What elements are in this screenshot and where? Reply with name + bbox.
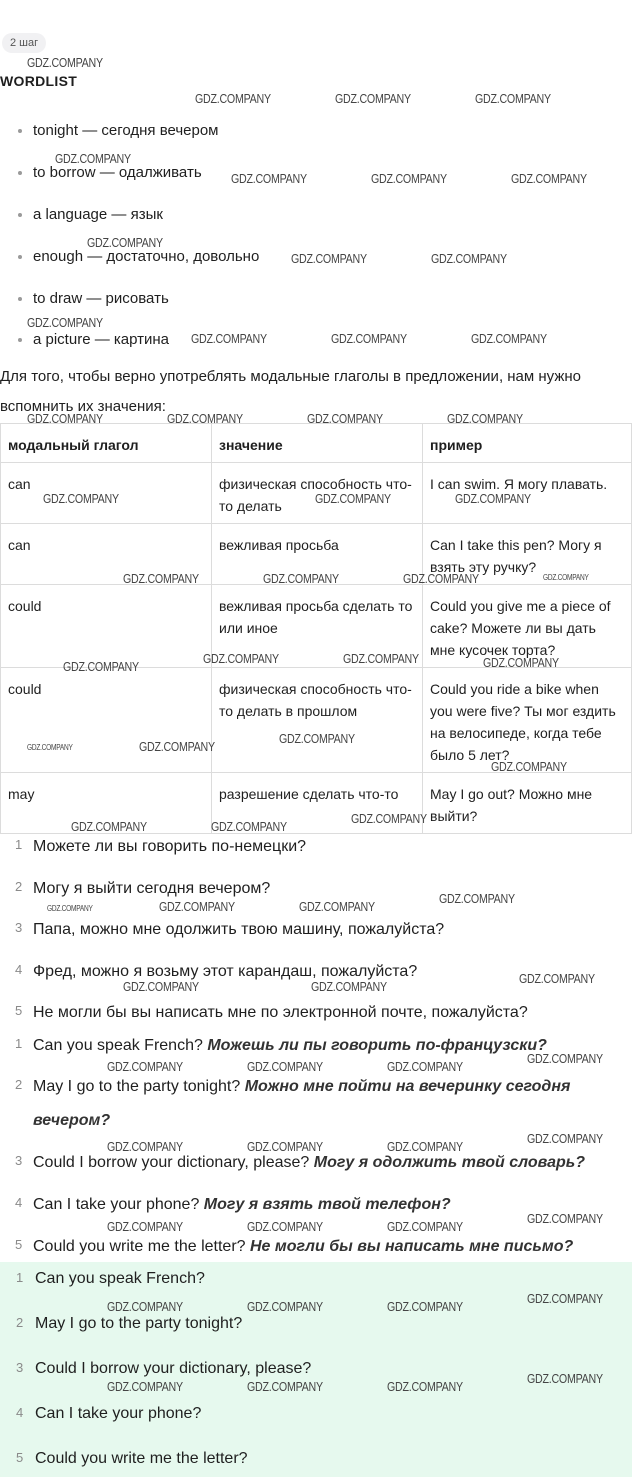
watermark: GDZ.COMPANY [527,1371,603,1386]
item-number: 1 [15,1036,23,1051]
word-item [18,122,219,140]
watermark: GDZ.COMPANY [43,491,119,506]
item-number: 3 [15,920,23,935]
item-number: 5 [15,1237,23,1252]
table-row [1,585,632,668]
watermark: GDZ.COMPANY [299,899,375,914]
task-item [0,837,306,857]
watermark: GDZ.COMPANY [191,331,267,346]
table-cell: can [1,463,212,524]
item-number: 4 [16,1405,24,1420]
watermark: GDZ.COMPANY [439,891,515,906]
watermark: GDZ.COMPANY [71,819,147,834]
watermark: GDZ.COMPANY [247,1059,323,1074]
table-cell: физическая способность что-то делать [212,463,423,524]
watermark: GDZ.COMPANY [27,411,103,426]
bullet-icon [18,338,22,342]
word-item [18,331,169,349]
watermark: GDZ.COMPANY [335,91,411,106]
answer-item [0,1270,205,1288]
table-row [1,668,632,773]
solution-en: May I go to the party tonight? [33,1078,241,1095]
bullet-icon [18,129,22,133]
table-cell: could [1,585,212,668]
watermark: GDZ.COMPANY [247,1219,323,1234]
watermark: GDZ.COMPANY [211,819,287,834]
step-badge: 2 шаг [2,33,46,53]
watermark: GDZ.COMPANY [527,1131,603,1146]
answers-box [0,1262,632,1477]
table-header: значение [212,424,423,463]
bullet-icon [18,171,22,175]
table-header: модальный глагол [1,424,212,463]
table-cell: вежливая просьба [212,524,423,585]
word-item [18,290,169,308]
watermark: GDZ.COMPANY [107,1219,183,1234]
task-text: Можете ли вы говорить по-немецки? [33,838,307,855]
task-text: Могу я выйти сегодня вечером? [33,880,271,897]
table-cell: вежливая просьба сделать то или иное [212,585,423,668]
watermark: GDZ.COMPANY [27,315,103,330]
answer-text: Could I borrow your dictionary, please? [35,1360,312,1377]
watermark: GDZ.COMPANY [27,743,73,752]
table-row [1,773,632,834]
watermark: GDZ.COMPANY [387,1059,463,1074]
intro-text: Для того, чтобы верно употреблять модальные глаголы в предложении, нам нужно вспомнить их значения: [0,368,581,415]
item-number: 2 [15,1077,23,1092]
solution-ru: Не могли бы вы написать мне письмо? [250,1238,574,1255]
solution-en: Could you write me the letter? [33,1238,246,1255]
watermark: GDZ.COMPANY [203,651,279,666]
watermark: GDZ.COMPANY [307,411,383,426]
answer-text: Can I take your phone? [35,1405,202,1422]
watermark: GDZ.COMPANY [55,151,131,166]
table-cell: Can I take this pen? Могу я взять эту ручку? [423,524,632,585]
watermark: GDZ.COMPANY [343,651,419,666]
answer-text: Can you speak French? [35,1270,205,1287]
watermark: GDZ.COMPANY [543,573,589,582]
item-number: 1 [16,1270,24,1285]
task-item [0,920,444,940]
table-cell: физическая способность что-то делать в прошлом [212,668,423,773]
watermark: GDZ.COMPANY [195,91,271,106]
watermark: GDZ.COMPANY [491,759,567,774]
watermark: GDZ.COMPANY [291,251,367,266]
watermark: GDZ.COMPANY [403,571,479,586]
solution-ru: Можешь ли пы говорить по-французски? [207,1037,547,1054]
solution-ru: Можно мне пойти на вечеринку сегодня вечером? [33,1078,571,1129]
item-number: 2 [16,1315,24,1330]
watermark: GDZ.COMPANY [47,904,93,913]
watermark: GDZ.COMPANY [475,91,551,106]
watermark: GDZ.COMPANY [315,491,391,506]
word-text: a picture — картина [33,331,169,348]
watermark: GDZ.COMPANY [387,1219,463,1234]
watermark: GDZ.COMPANY [471,331,547,346]
watermark: GDZ.COMPANY [527,1291,603,1306]
table-row [1,463,632,524]
watermark: GDZ.COMPANY [87,235,163,250]
watermark: GDZ.COMPANY [351,811,427,826]
watermark: GDZ.COMPANY [331,331,407,346]
solution-en: Can you speak French? [33,1037,203,1054]
watermark: GDZ.COMPANY [527,1051,603,1066]
watermark: GDZ.COMPANY [167,411,243,426]
answer-text: May I go to the party tonight? [35,1315,243,1332]
task-item [0,962,417,982]
watermark: GDZ.COMPANY [371,171,447,186]
word-item [18,248,259,266]
watermark: GDZ.COMPANY [159,899,235,914]
watermark: GDZ.COMPANY [511,171,587,186]
word-text: tonight — сегодня вечером [33,122,219,139]
watermark: GDZ.COMPANY [247,1299,323,1314]
word-text: a language — язык [33,206,163,223]
watermark: GDZ.COMPANY [519,971,595,986]
table-cell: Could you give me a piece of cake? Можете ли вы дать мне кусочек торта? [423,585,632,668]
table-cell: Could you ride a bike when you were five? Ты мог ездить на велосипеде, когда тебе было 5 лет? [423,668,632,773]
item-number: 5 [15,1003,23,1018]
task-item [0,1003,528,1023]
table-row [1,524,632,585]
answer-item [0,1450,248,1468]
table-cell: could [1,668,212,773]
solution-item [0,1153,585,1173]
item-number: 3 [15,1153,23,1168]
watermark: GDZ.COMPANY [387,1139,463,1154]
task-text: Фред, можно я возьму этот карандаш, пожалуйста? [33,963,418,980]
watermark: GDZ.COMPANY [123,979,199,994]
answer-item [0,1405,201,1423]
solution-item [0,1195,451,1215]
table-header-row [1,424,632,463]
solution-item [0,1077,600,1138]
watermark: GDZ.COMPANY [63,659,139,674]
watermark: GDZ.COMPANY [447,411,523,426]
watermark: GDZ.COMPANY [107,1299,183,1314]
watermark: GDZ.COMPANY [311,979,387,994]
watermark: GDZ.COMPANY [431,251,507,266]
wordlist-heading: WORDLIST [0,73,78,89]
solution-ru: Могу я взять твой телефон? [203,1196,451,1213]
watermark: GDZ.COMPANY [247,1379,323,1394]
answer-text: Could you write me the letter? [35,1450,248,1467]
watermark: GDZ.COMPANY [107,1379,183,1394]
table-cell: can [1,524,212,585]
watermark: GDZ.COMPANY [387,1379,463,1394]
item-number: 5 [16,1450,24,1465]
watermark: GDZ.COMPANY [139,739,215,754]
solution-en: Could I borrow your dictionary, please? [33,1154,310,1171]
solution-item [0,1237,573,1257]
watermark: GDZ.COMPANY [263,571,339,586]
solution-item [0,1036,547,1056]
watermark: GDZ.COMPANY [279,731,355,746]
modal-verbs-table [0,423,632,834]
answer-item [0,1360,311,1378]
solution-ru: Могу я одолжить твой словарь? [313,1154,586,1171]
answer-item [0,1315,242,1333]
task-text: Не могли бы вы написать мне по электронной почте, пожалуйста? [33,1004,528,1021]
bullet-icon [18,255,22,259]
watermark: GDZ.COMPANY [107,1139,183,1154]
table-header: пример [423,424,632,463]
word-text: to borrow — одалживать [33,164,202,181]
word-item [18,164,202,182]
solution-en: Can I take your phone? [33,1196,200,1213]
word-text: to draw — рисовать [33,290,169,307]
table-cell: May I go out? Можно мне выйти? [423,773,632,834]
word-item [18,206,163,224]
bullet-icon [18,297,22,301]
task-text: Папа, можно мне одолжить твою машину, пожалуйста? [33,921,445,938]
watermark: GDZ.COMPANY [107,1059,183,1074]
watermark: GDZ.COMPANY [455,491,531,506]
watermark: GDZ.COMPANY [483,655,559,670]
bullet-icon [18,213,22,217]
task-item [0,879,270,899]
watermark: GDZ.COMPANY [387,1299,463,1314]
table-cell: I can swim. Я могу плавать. [423,463,632,524]
watermark: GDZ.COMPANY [527,1211,603,1226]
watermark: GDZ.COMPANY [231,171,307,186]
table-cell: разрешение сделать что-то [212,773,423,834]
watermark: GDZ.COMPANY [247,1139,323,1154]
item-number: 1 [15,837,23,852]
item-number: 3 [16,1360,24,1375]
item-number: 4 [15,1195,23,1210]
watermark: GDZ.COMPANY [27,55,103,70]
word-text: enough — достаточно, довольно [33,248,260,265]
item-number: 4 [15,962,23,977]
table-cell: may [1,773,212,834]
item-number: 2 [15,879,23,894]
watermark: GDZ.COMPANY [123,571,199,586]
